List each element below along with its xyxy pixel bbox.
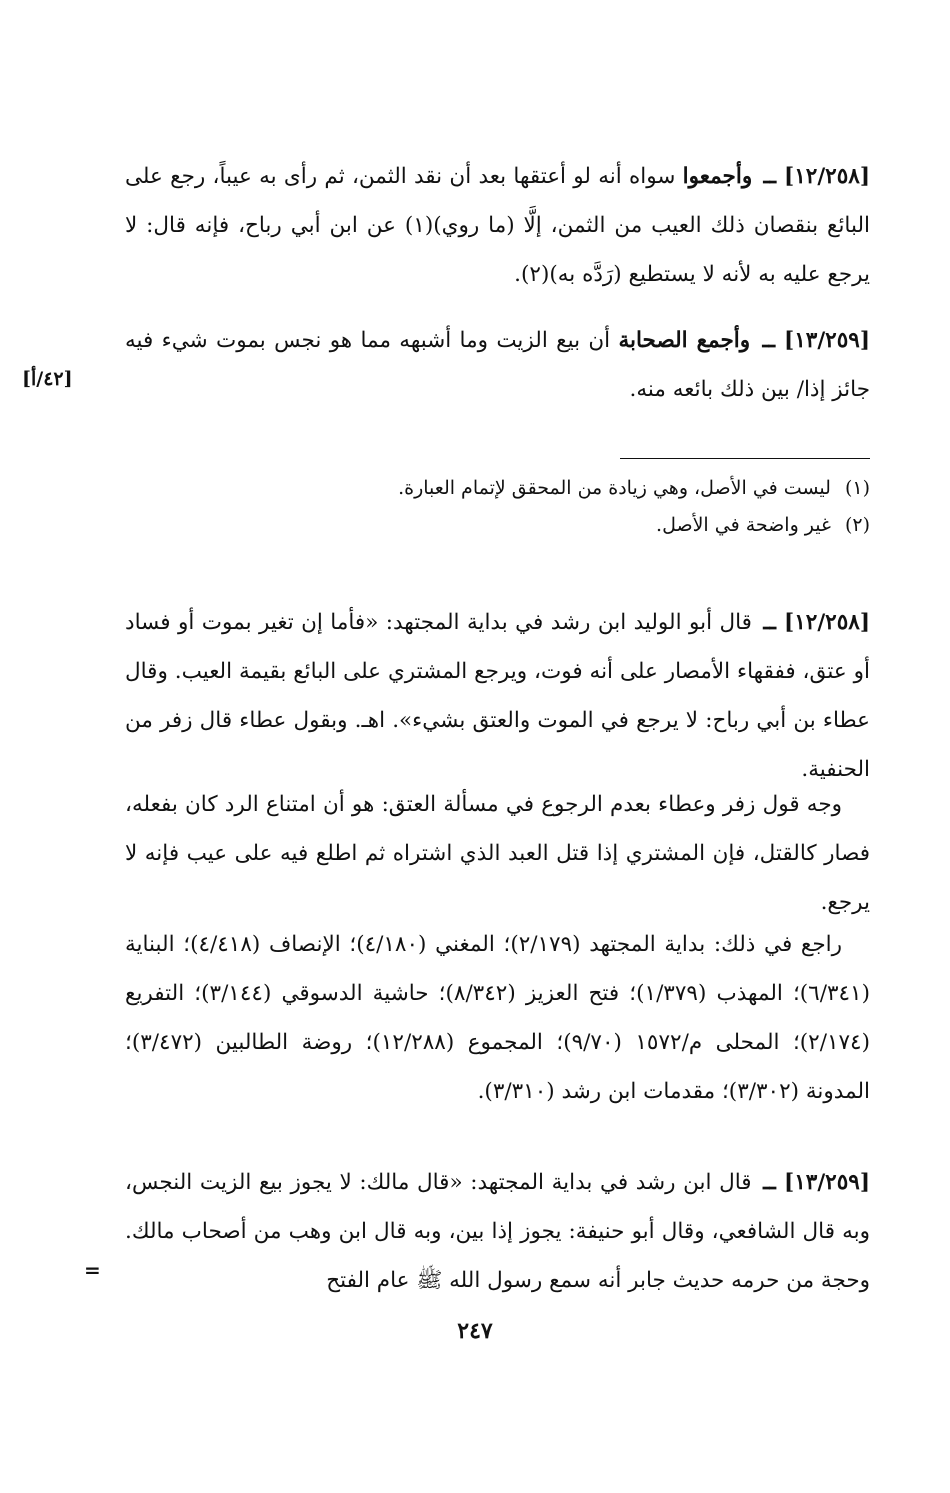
references-text: راجع في ذلك: بداية المجتهد (٢/١٧٩)؛ المغني (٤/١٨٠)؛ الإنصاف (٤/٤١٨)؛ البناية (٦/٣٤١)؛ المهذب (١/٣٧٩)؛ فتح العزيز (٨/٣٤٢)؛ حاشية الدسوقي (٣/١٤٤)؛ التفريع (٢/١٧٤)؛ المحلى م/١٥٧٢ (٩/٧٠)؛ المجموع (١٢/٢٨٨)؛ روضة الطالبين (٣/٤٧٢)؛ المدونة (٣/٣٠٢)؛ مقدمات ابن رشد (٣/٣١٠). [125,932,870,1104]
main-paragraph-258 [125,152,870,299]
commentary-number: [١٣/٢٥٩] ــ [763,1170,871,1195]
commentary-references [125,920,870,1116]
commentary-258 [125,598,870,794]
commentary-text: قال ابن رشد في بداية المجتهد: «قال مالك: لا يجوز بيع الزيت النجس، وبه قال الشافعي، وقال أبو حنيفة: يجوز إذا بين، وبه قال ابن وهب من أصحاب مالك. وحجة من حرمه حديث جابر أنه سمع رسول الله ﷺ عام الفتح [125,1170,870,1293]
issue-number: [١٣/٢٥٩] ــ [762,328,871,353]
issue-lead: وأجمعوا [682,164,753,189]
manuscript-folio-mark: [٤٢/أ] [22,368,73,390]
footnote-separator [620,458,870,459]
footnote-number: (١) [844,477,870,499]
footnote-text: ليست في الأصل، وهي زيادة من المحقق لإتمام العبارة. [398,477,831,499]
commentary-number: [١٢/٢٥٨] ــ [763,610,871,635]
page-number: ٢٤٧ [457,1318,493,1344]
commentary-reasoning [125,780,870,927]
footnote-text: غير واضحة في الأصل. [656,514,831,536]
footnote-item [125,470,870,507]
issue-text: سواه أنه لو أعتقها بعد أن نقد الثمن، ثم رأى به عيباً، رجع على البائع بنقصان ذلك العيب من الثمن، إلَّا (ما روي)(١) عن ابن أبي رباح، فإنه قال: لا يرجع عليه به لأنه لا يستطيع (رَدَّه به)(٢). [125,164,870,287]
commentary-text: وجه قول زفر وعطاء بعدم الرجوع في مسألة العتق: هو أن امتناع الرد كان بفعله، فصار كالقتل، فإن المشتري إذا قتل العبد الذي اشتراه ثم اطلع فيه على عيب فإنه لا يرجع. [125,792,870,915]
footnote-item [125,507,870,544]
continuation-mark: = [84,1258,101,1282]
footnote-number: (٢) [844,514,870,536]
main-paragraph-259 [125,316,870,414]
commentary-259 [125,1158,870,1305]
footnotes [125,470,870,544]
issue-text: أن بيع الزيت وما أشبهه مما هو نجس بموت شيء فيه جائز إذا/ بين ذلك بائعه منه. [125,328,870,402]
issue-number: [١٢/٢٥٨] ــ [763,164,870,189]
commentary-text: قال أبو الوليد ابن رشد في بداية المجتهد: «فأما إن تغير بموت أو فساد أو عتق، ففقهاء الأمصار على أنه فوت، ويرجع المشتري على البائع بقيمة العيب. وقال عطاء بن أبي رباح: لا يرجع في الموت والعتق بشيء». اهـ. وبقول عطاء قال زفر من الحنفية. [125,610,870,782]
issue-lead: وأجمع الصحابة [618,328,751,353]
